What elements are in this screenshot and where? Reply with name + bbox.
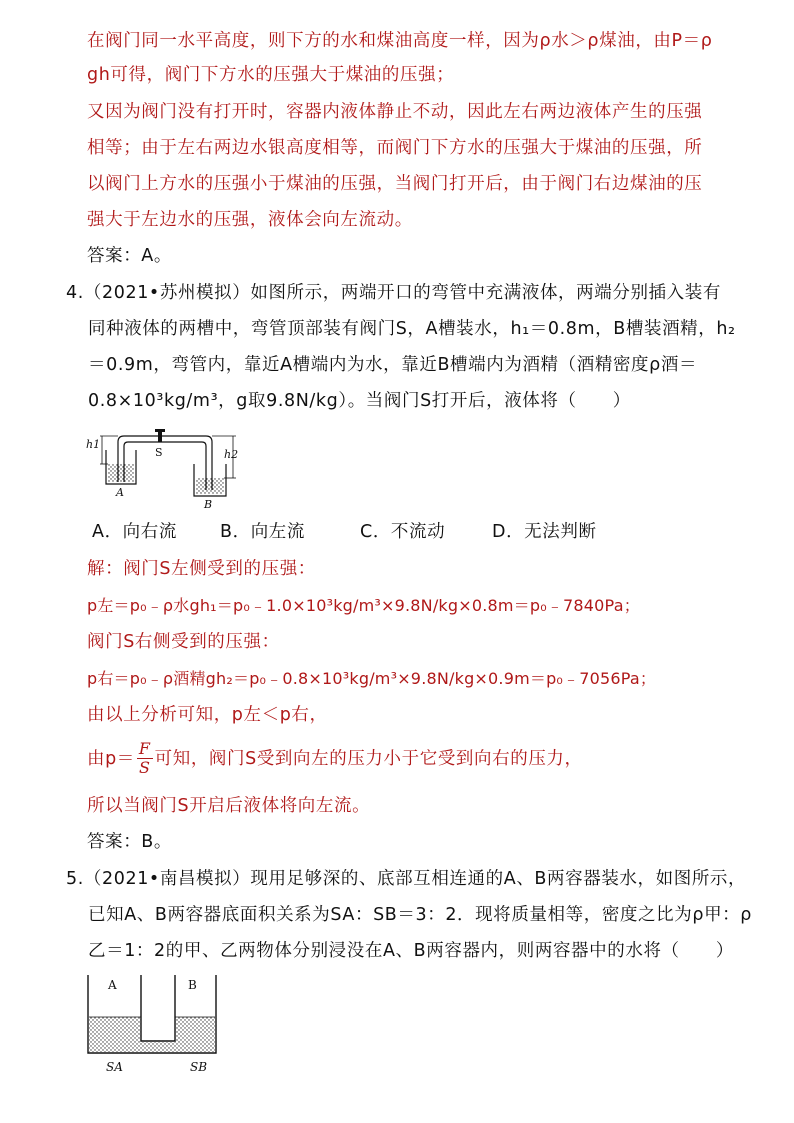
- q4-stem-line-1: 4.（2021•苏州模拟）如图所示，两端开口的弯管中充满液体，两端分别插入装有: [66, 283, 721, 303]
- q4-option-d: D．无法判断: [492, 522, 597, 542]
- q3-solution-line-4: 相等；由于左右两边水银高度相等，而阀门下方水的压强大于煤油的压强，所: [87, 138, 703, 158]
- q4-solution-line-4: p右＝p₀﹣ρ酒精gh₂＝p₀﹣0.8×10³kg/m³×9.8N/kg×0.9m＝p₀﹣7056Pa；: [87, 669, 657, 688]
- label-a: A: [116, 486, 124, 499]
- fraction-f-over-s: $\frac{F}{S}$: [138, 739, 151, 778]
- label-sa: SA: [106, 1060, 123, 1074]
- q4-stem-line-2: 同种液体的两槽中，弯管顶部装有阀门S，A槽装水，h₁＝0.8m，B槽装酒精，h₂: [88, 319, 736, 339]
- valve-s: [158, 431, 162, 442]
- label-b: B: [188, 978, 197, 992]
- q4-stem-line-3: ＝0.9m，弯管内，靠近A槽端内为水，靠近B槽端内为酒精（酒精密度ρ酒＝: [88, 355, 698, 375]
- label-h1: h1: [86, 438, 101, 451]
- q4-answer: 答案：B。: [87, 832, 173, 852]
- label-s: S: [155, 446, 163, 459]
- water-a: [89, 1017, 141, 1052]
- tank-a-liquid: [108, 464, 134, 482]
- q3-solution-line-1: 在阀门同一水平高度，则下方的水和煤油高度一样，因为ρ水＞ρ煤油，由P＝ρ: [87, 31, 713, 51]
- q4-stem-line-4: 0.8×10³kg/m³，g取9.8N/kg）。当阀门S打开后，液体将（ ）: [88, 391, 631, 411]
- q3-solution-line-3: 又因为阀门没有打开时，容器内液体静止不动，因此左右两边液体产生的压强: [87, 102, 703, 122]
- q4-solution-line-2: p左＝p₀﹣ρ水gh₁＝p₀﹣1.0×10³kg/m³×9.8N/kg×0.8m＝p₀﹣7840Pa；: [87, 596, 640, 615]
- q4-solution-line-3: 阀门S右侧受到的压强：: [87, 632, 280, 652]
- q4-solution-line-6: 由p＝ $\frac{F}{S}$ 可知，阀门S受到向左的压力小于它受到向右的压力，: [87, 739, 583, 778]
- q4-solution-line-1: 解：阀门S左侧受到的压强：: [87, 559, 316, 579]
- q3-answer: 答案：A。: [87, 246, 172, 266]
- q5-stem-line-2: 已知A、B两容器底面积关系为SA：SB＝3：2．现将质量相等，密度之比为ρ甲：ρ: [88, 905, 752, 925]
- q4-option-b: B．向左流: [220, 522, 306, 542]
- label-h2: h2: [224, 448, 239, 461]
- q5-stem-line-1: 5.（2021•南昌模拟）现用足够深的、底部互相连通的A、B两容器装水，如图所示，: [66, 869, 747, 889]
- label-b: B: [204, 498, 213, 511]
- q4-solution-line-7: 所以当阀门S开启后液体将向左流。: [87, 796, 371, 816]
- label-sb: SB: [190, 1060, 208, 1074]
- q3-solution-line-6: 强大于左边水的压强，液体会向左流动。: [87, 210, 413, 230]
- tank-b-liquid: [196, 478, 224, 494]
- q3-solution-line-2: gh可得，阀门下方水的压强大于煤油的压强；: [87, 65, 455, 85]
- q4-option-a: A．向右流: [92, 522, 177, 542]
- q5-containers-figure: [84, 975, 224, 1075]
- q4-solution-line-5: 由以上分析可知，p左＜p右，: [87, 705, 328, 725]
- q4-option-c: C．不流动: [360, 522, 446, 542]
- q4-siphon-figure: [84, 424, 254, 514]
- water-channel: [141, 1042, 175, 1052]
- q3-solution-line-5: 以阀门上方水的压强小于煤油的压强，当阀门打开后，由于阀门右边煤油的压: [87, 174, 703, 194]
- q5-stem-line-3: 乙＝1：2的甲、乙两物体分别浸没在A、B两容器内，则两容器中的水将（ ）: [88, 941, 734, 961]
- water-b: [175, 1017, 215, 1052]
- label-a: A: [108, 978, 117, 992]
